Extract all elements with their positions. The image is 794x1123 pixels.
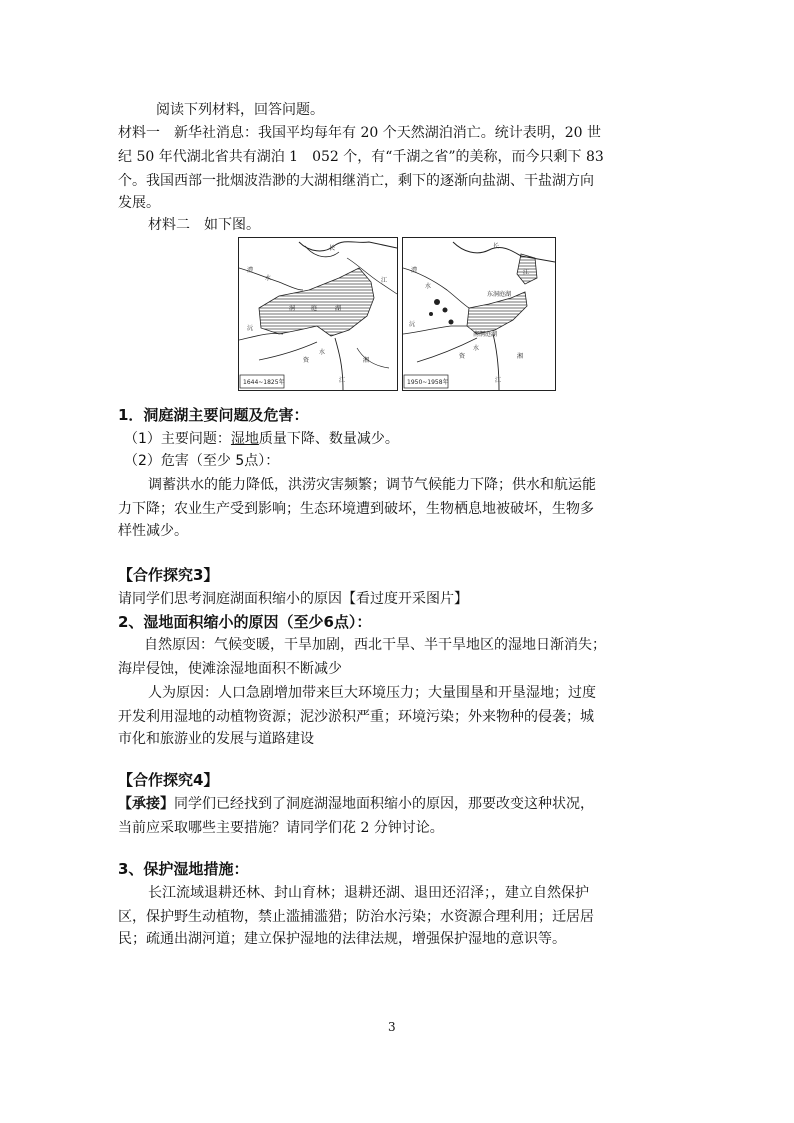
coop3-text: 请同学们思考洞庭湖面积缩小的原因【看过度开采图片】: [118, 591, 468, 607]
harm-line1: 调蓄洪水的能力降低，洪涝灾害频繁；调节气候能力下降；供水和航运能: [148, 477, 596, 493]
section2-title: 2、湿地面积缩小的原因（至少6点）：: [118, 613, 372, 631]
label-r-zi: 资: [459, 353, 466, 360]
coop4-line1: 【承接】同学们已经找到了洞庭湖湿地面积缩小的原因，那要改变这种状况，: [118, 796, 594, 812]
human-line1: 人为原因：人口急剧增加带来巨大环境压力；大量围垦和开垦湿地；过度: [148, 685, 596, 701]
measure-line2: 区，保护野生动植物，禁止滥捕滥猎；防治水污染；水资源合理利用；迁居居: [118, 909, 594, 925]
human-line2: 开发利用湿地的动植物资源；泥沙淤积严重；环境污染；外来物种的侵袭；城: [118, 709, 594, 725]
label-jiang: 江: [381, 277, 388, 284]
natural-line1: 自然原因：气候变暖，干旱加剧，西北干旱、半干旱地区的湿地日渐消失；: [144, 637, 606, 653]
measure-line1: 长江流域退耕还林、封山育林；退耕还湖、退田还沼泽；，建立自然保护: [148, 885, 589, 901]
label-r-jiang2: 江: [495, 377, 502, 384]
measure-line3: 民；疏通出湖河道；建立保护湿地的法律法规，增强保护湿地的意识等。: [118, 931, 566, 947]
material1-line4: 发展。: [118, 195, 160, 211]
human-line3: 市化和旅游业的发展与道路建设: [118, 731, 314, 747]
map-1950-1958: [402, 237, 556, 391]
material2-text: 材料二 如下图。: [148, 217, 260, 233]
map-right-period: 1950~1958年: [407, 379, 449, 386]
label-shui: 水: [265, 275, 272, 282]
label-jiang2: 江: [339, 377, 346, 384]
material1-line2: 纪 50 年代湖北省共有湖泊 1 052 个，有“千湖之省”的美称，而今只剩下 83: [118, 149, 604, 165]
label-r-yuan: 沅: [409, 321, 416, 328]
map-1644-1825: [238, 237, 398, 391]
label-r-jiang: 江: [523, 269, 530, 276]
label-shui2: 水: [319, 349, 326, 356]
harm-line2: 力下降；农业生产受到影响；生态环境遭到破坏，生物栖息地被破坏，生物多: [118, 501, 594, 517]
label-zi: 资: [303, 357, 310, 364]
label-hu: 湖: [335, 305, 342, 312]
label-r-xiang: 湘: [517, 353, 524, 360]
map-left-period: 1644~1825年: [243, 379, 285, 386]
material1-line1: 材料一 新华社消息：我国平均每年有 20 个天然湖泊消亡。统计表明，20 世: [118, 125, 601, 141]
label-xiang: 湘: [363, 357, 370, 364]
label-dong: 洞: [289, 305, 296, 312]
label-li: 澧: [247, 267, 254, 274]
coop4-line2: 当前应采取哪些主要措施？请同学们花 2 分钟讨论。: [118, 820, 444, 836]
section3-title: 3、保护湿地措施：: [118, 860, 249, 878]
section1-item1: （1）主要问题：湿地质量下降、数量减少。: [124, 431, 399, 447]
intro-text: 阅读下列材料，回答问题。: [156, 102, 324, 118]
label-ting: 庭: [311, 305, 318, 312]
section1-title: 1．洞庭湖主要问题及危害：: [118, 406, 309, 424]
section1-item2: （2）危害（至少 5点）：: [124, 453, 280, 469]
label-r-chang: 长: [493, 243, 500, 250]
label-r-li: 澧: [411, 267, 418, 274]
coop3-title: 【合作探究3】: [118, 566, 219, 584]
label-r-shui: 水: [425, 283, 432, 290]
material1-line3: 个。我国西部一批烟波浩渺的大湖相继消亡，剩下的逐渐向盐湖、干盐湖方向: [118, 173, 594, 189]
harm-line3: 样性减少。: [118, 523, 188, 539]
label-yuan: 沅: [247, 325, 254, 332]
label-east-lake: 东洞庭湖: [487, 291, 512, 298]
page-number: 3: [388, 1020, 396, 1034]
label-south-lake: 南洞庭湖: [473, 331, 498, 338]
label-chang: 长: [329, 245, 336, 252]
coop4-title: 【合作探究4】: [118, 771, 219, 789]
label-r-shui2: 水: [473, 345, 480, 352]
natural-line2: 海岸侵蚀，使滩涂湿地面积不断减少: [118, 661, 342, 677]
